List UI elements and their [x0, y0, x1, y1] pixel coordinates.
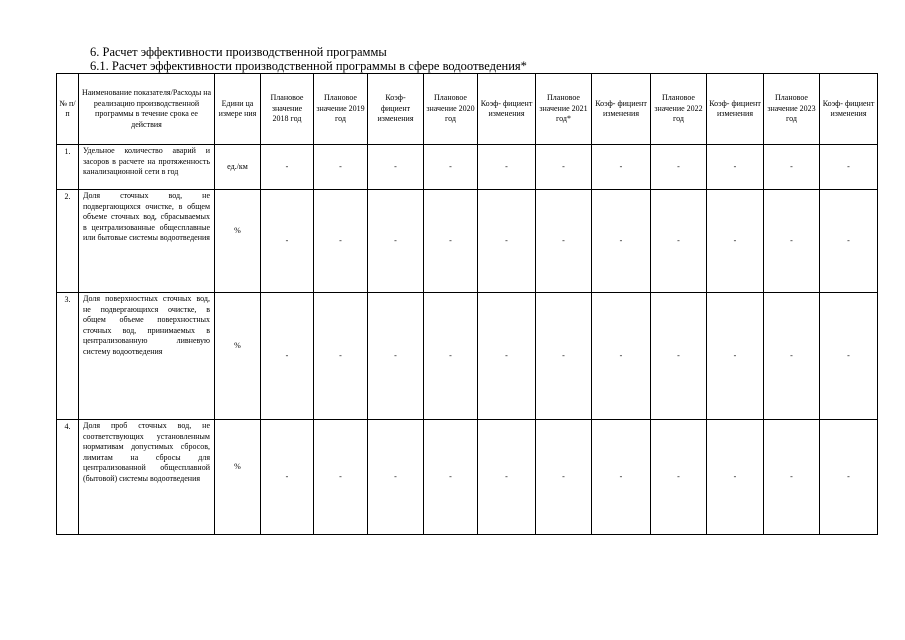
unit-label: ед./км — [227, 161, 248, 171]
value-cell: - — [314, 420, 368, 535]
value-cell: - — [820, 145, 878, 190]
indicator-name: Удельное количество аварий и засоров в расчете на протяженность канализационной сети в год — [79, 145, 215, 190]
subsection-heading: 6.1. Расчет эффективности производственной программы в сфере водоотведения* — [90, 59, 527, 73]
value-cell: - — [314, 293, 368, 420]
value-cell: - — [536, 145, 592, 190]
unit-label: % — [234, 461, 241, 471]
value-cell: - — [478, 190, 536, 293]
value-cell: - — [478, 420, 536, 535]
value-cell: - — [764, 293, 820, 420]
value-cell: - — [592, 293, 651, 420]
value-cell: - — [368, 293, 424, 420]
value-cell: - — [261, 145, 314, 190]
header-coef-2019: Коэф- фициент изменения — [368, 74, 424, 145]
value-cell: - — [592, 190, 651, 293]
unit-cell — [215, 293, 261, 420]
header-name: Наименование показателя/Расходы на реализацию производственной программы в течение срока ее действия — [79, 74, 215, 145]
row-number: 3. — [57, 293, 79, 420]
value-cell: - — [820, 293, 878, 420]
header-plan-2022: Плановое значение 2022 год — [651, 74, 707, 145]
value-cell: - — [478, 145, 536, 190]
row-number: 4. — [57, 420, 79, 535]
efficiency-table — [56, 73, 878, 535]
value-cell: - — [764, 145, 820, 190]
value-cell: - — [424, 145, 478, 190]
table-row — [57, 190, 878, 293]
value-cell: - — [314, 145, 368, 190]
header-coef-2022: Коэф- фициент изменения — [707, 74, 764, 145]
value-cell: - — [592, 420, 651, 535]
value-cell: - — [536, 293, 592, 420]
value-cell: - — [261, 293, 314, 420]
header-coef-2023: Коэф- фициент изменения — [820, 74, 878, 145]
value-cell: - — [820, 420, 878, 535]
value-cell: - — [424, 293, 478, 420]
unit-cell — [215, 420, 261, 535]
value-cell: - — [764, 420, 820, 535]
value-cell: - — [536, 420, 592, 535]
value-cell: - — [478, 293, 536, 420]
table-row — [57, 145, 878, 190]
value-cell: - — [368, 145, 424, 190]
value-cell: - — [764, 190, 820, 293]
table-row — [57, 293, 878, 420]
header-num: № п/п — [57, 74, 79, 145]
value-cell: - — [651, 420, 707, 535]
value-cell: - — [651, 145, 707, 190]
table-row — [57, 420, 878, 535]
value-cell: - — [261, 420, 314, 535]
value-cell: - — [314, 190, 368, 293]
value-cell: - — [707, 293, 764, 420]
header-plan-2021: Плановое значение 2021 год* — [536, 74, 592, 145]
header-plan-2018: Плановое значение 2018 год — [261, 74, 314, 145]
value-cell: - — [368, 190, 424, 293]
value-cell: - — [424, 420, 478, 535]
header-coef-2021: Коэф- фициент изменения — [592, 74, 651, 145]
value-cell: - — [261, 190, 314, 293]
value-cell: - — [651, 190, 707, 293]
unit-cell — [215, 190, 261, 293]
header-plan-2023: Плановое значение 2023 год — [764, 74, 820, 145]
header-plan-2020: Плановое значение 2020 год — [424, 74, 478, 145]
unit-label: % — [234, 225, 241, 235]
value-cell: - — [536, 190, 592, 293]
value-cell: - — [592, 145, 651, 190]
header-plan-2019: Плановое значение 2019 год — [314, 74, 368, 145]
indicator-name: Доля поверхностных сточных вод, не подвергающихся очистке, в общем объеме поверхностных сточных вод, принимаемых в централизованную ливневую систему водоотведения — [79, 293, 215, 420]
row-number: 2. — [57, 190, 79, 293]
unit-label: % — [234, 340, 241, 350]
indicator-name: Доля сточных вод, не подвергающихся очистке, в общем объеме сточных вод, сбрасываемых в централизованные общесплавные или бытовые системы водоотведения — [79, 190, 215, 293]
value-cell: - — [651, 293, 707, 420]
row-number: 1. — [57, 145, 79, 190]
value-cell: - — [424, 190, 478, 293]
section-heading: 6. Расчет эффективности производственной программы — [90, 45, 387, 59]
header-coef-2020: Коэф- фициент изменения — [478, 74, 536, 145]
value-cell: - — [707, 190, 764, 293]
header-unit: Едини ца измере ния — [215, 74, 261, 145]
value-cell: - — [368, 420, 424, 535]
indicator-name: Доля проб сточных вод, не соответствующих установленным нормативам допустимых сбросов, лимитам на сбросы для централизованной общесплавной (бытовой) системы водоотведения — [79, 420, 215, 535]
table-header-row — [57, 74, 878, 145]
value-cell: - — [707, 420, 764, 535]
value-cell: - — [820, 190, 878, 293]
value-cell: - — [707, 145, 764, 190]
unit-cell — [215, 145, 261, 190]
